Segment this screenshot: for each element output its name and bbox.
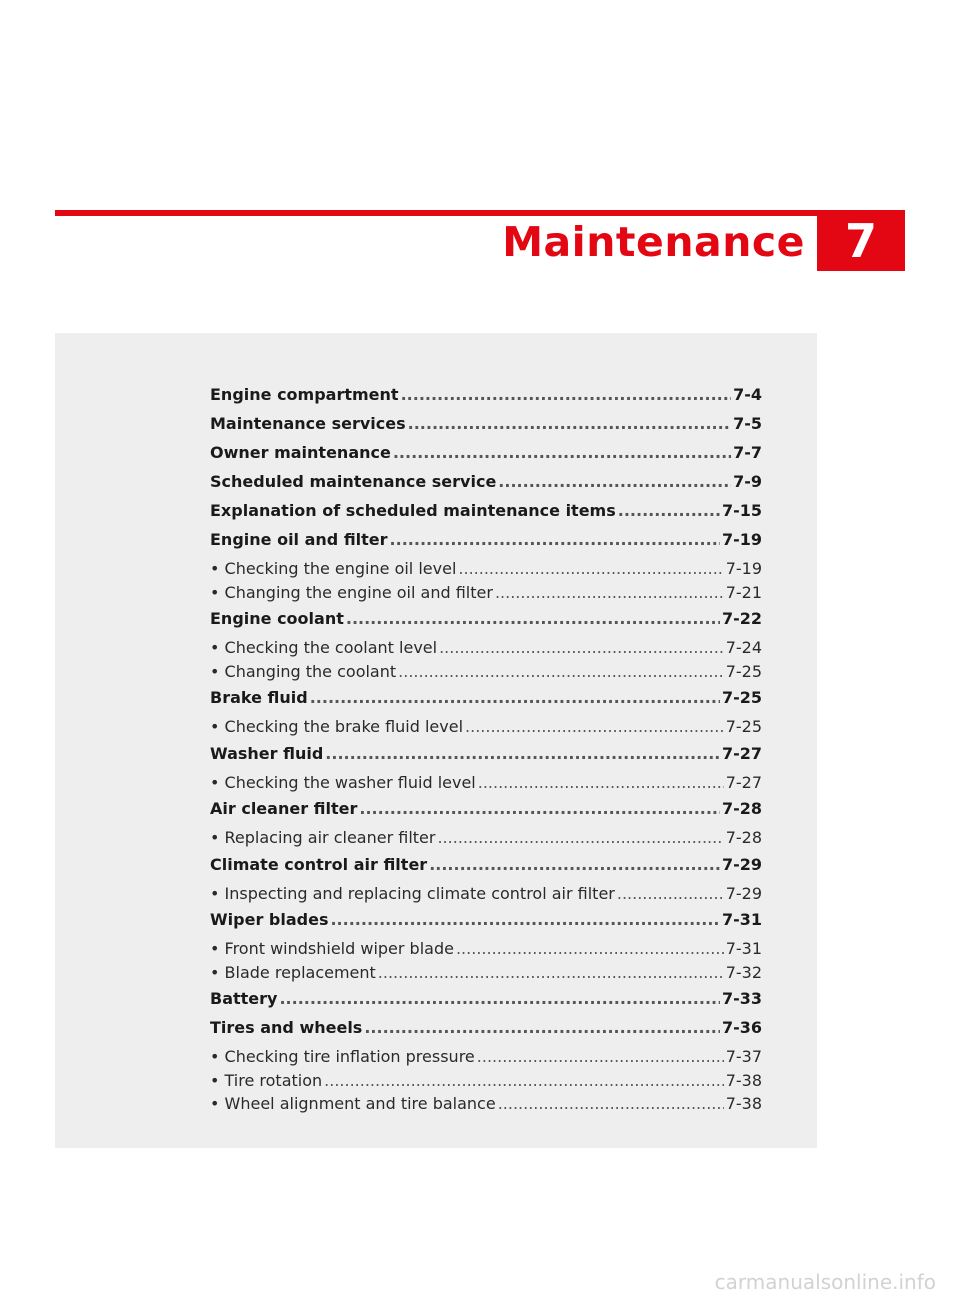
toc-entry[interactable] (210, 438, 762, 467)
toc-page-number: 7-29 (721, 854, 762, 874)
toc-leader-dots (617, 882, 724, 906)
toc-entry[interactable] (210, 380, 762, 409)
toc-leader-dots (495, 581, 724, 605)
toc-entry[interactable] (210, 984, 762, 1013)
toc-subentry[interactable] (210, 581, 762, 605)
toc-leader-dots (408, 409, 731, 438)
toc-page-number: 7-32 (725, 962, 762, 982)
toc-entry-label: • Blade replacement (210, 962, 376, 982)
toc-entry-label: • Changing the coolant (210, 661, 397, 681)
toc-entry-label: • Inspecting and replacing climate control air filter (210, 883, 615, 903)
toc-entry-label: Brake fluid (210, 688, 308, 707)
toc-page-number: 7-38 (725, 1094, 762, 1113)
toc-page-number: 7-33 (721, 989, 762, 1008)
toc-page-number: 7-21 (725, 582, 762, 602)
toc-entry-label: Wiper blades (210, 910, 329, 929)
toc-page-number: 7-31 (721, 910, 762, 929)
toc-entry-label: • Checking tire inflation pressure (210, 1047, 475, 1066)
toc-subentry[interactable] (210, 937, 762, 961)
toc-page-number: 7-19 (721, 530, 762, 549)
toc-page-number: 7-4 (733, 385, 762, 404)
toc-entry[interactable] (210, 794, 762, 823)
toc-entry-label: Maintenance services (210, 414, 406, 433)
toc-entry-label: Engine coolant (210, 609, 344, 628)
chapter-number-badge: 7 (817, 210, 905, 271)
toc-page-number: 7-37 (725, 1047, 762, 1066)
toc-entry-label: • Tire rotation (210, 1070, 323, 1090)
toc-entry[interactable] (210, 683, 762, 712)
toc-entry-label: Scheduled maintenance service (210, 472, 497, 491)
chapter-title: Maintenance (502, 218, 805, 266)
toc-leader-dots (429, 850, 720, 879)
toc-page-number: 7-38 (725, 1070, 762, 1090)
toc-page-number: 7-5 (733, 414, 762, 433)
toc-subentry[interactable] (210, 961, 762, 985)
toc-page-number: 7-7 (733, 443, 762, 462)
watermark: carmanualsonline.info (714, 1270, 936, 1294)
toc-entry[interactable] (210, 525, 762, 554)
toc-page-number: 7-29 (725, 883, 762, 903)
toc-page-number: 7-24 (725, 638, 762, 657)
toc-entry-label: Tires and wheels (210, 1018, 363, 1037)
toc-leader-dots (498, 467, 731, 496)
toc-leader-dots (359, 794, 720, 823)
toc-entry[interactable] (210, 1013, 762, 1042)
toc-leader-dots (324, 1069, 724, 1093)
toc-entry-label: Engine oil and filter (210, 530, 388, 549)
table-of-contents (210, 380, 762, 1116)
toc-leader-dots (393, 438, 731, 467)
toc-subentry[interactable] (210, 1045, 762, 1069)
toc-page-number: 7-36 (721, 1018, 762, 1037)
toc-subentry[interactable] (210, 1092, 762, 1116)
toc-subentry[interactable] (210, 1069, 762, 1093)
toc-subentry[interactable] (210, 882, 762, 906)
toc-page-number: 7-27 (725, 772, 762, 792)
toc-subentry[interactable] (210, 660, 762, 684)
toc-subentry[interactable] (210, 771, 762, 795)
toc-entry-label: Battery (210, 989, 278, 1008)
toc-leader-dots (618, 496, 720, 525)
toc-entry-label: • Checking the engine oil level (210, 559, 457, 578)
toc-entry-label: Owner maintenance (210, 443, 391, 462)
toc-leader-dots (346, 604, 720, 633)
toc-leader-dots (477, 1045, 724, 1069)
toc-page-number: 7-31 (725, 939, 762, 958)
toc-page-number: 7-25 (721, 688, 762, 707)
toc-entry-label: Explanation of scheduled maintenance items (210, 501, 616, 520)
toc-subentry[interactable] (210, 826, 762, 850)
toc-leader-dots (398, 660, 724, 684)
toc-entry-label: • Wheel alignment and tire balance (210, 1094, 496, 1113)
toc-entry[interactable] (210, 467, 762, 496)
toc-entry-label: Washer fluid (210, 743, 324, 763)
toc-leader-dots (478, 771, 724, 795)
toc-entry-label: • Front windshield wiper blade (210, 939, 454, 958)
toc-entry-label: • Changing the engine oil and filter (210, 582, 493, 602)
toc-entry-label: Engine compartment (210, 385, 399, 404)
toc-page-number: 7-27 (721, 743, 762, 763)
toc-entry-label: Climate control air filter (210, 854, 428, 874)
toc-entry[interactable] (210, 850, 762, 879)
toc-leader-dots (498, 1092, 724, 1116)
toc-page-number: 7-28 (721, 799, 762, 818)
toc-entry-label: • Checking the coolant level (210, 638, 438, 657)
toc-page-number: 7-15 (721, 501, 762, 520)
toc-leader-dots (439, 636, 724, 660)
toc-subentry[interactable] (210, 636, 762, 660)
toc-page-number: 7-22 (721, 609, 762, 628)
toc-page-number: 7-19 (725, 559, 762, 578)
toc-page-number: 7-25 (725, 661, 762, 681)
toc-leader-dots (437, 826, 723, 850)
toc-leader-dots (390, 525, 720, 554)
toc-page-number: 7-25 (725, 717, 762, 736)
toc-leader-dots (330, 905, 719, 934)
toc-entry[interactable] (210, 905, 762, 934)
toc-entry[interactable] (210, 739, 762, 768)
toc-leader-dots (458, 557, 723, 581)
toc-entry[interactable] (210, 496, 762, 525)
toc-leader-dots (456, 937, 724, 961)
toc-leader-dots (279, 984, 719, 1013)
toc-entry-label: • Checking the washer fluid level (210, 772, 476, 792)
toc-entry[interactable] (210, 409, 762, 438)
toc-leader-dots (325, 739, 720, 768)
toc-page-number: 7-9 (733, 472, 762, 491)
toc-leader-dots (401, 380, 732, 409)
toc-subentry[interactable] (210, 557, 762, 581)
toc-subentry[interactable] (210, 715, 762, 739)
toc-leader-dots (378, 961, 724, 985)
toc-entry-label: • Replacing air cleaner filter (210, 828, 436, 847)
toc-leader-dots (364, 1013, 720, 1042)
toc-leader-dots (465, 715, 724, 739)
toc-entry-label: • Checking the brake fluid level (210, 717, 464, 736)
toc-entry-label: Air cleaner filter (210, 799, 358, 818)
toc-entry[interactable] (210, 604, 762, 633)
toc-leader-dots (310, 683, 720, 712)
toc-page-number: 7-28 (725, 828, 762, 847)
